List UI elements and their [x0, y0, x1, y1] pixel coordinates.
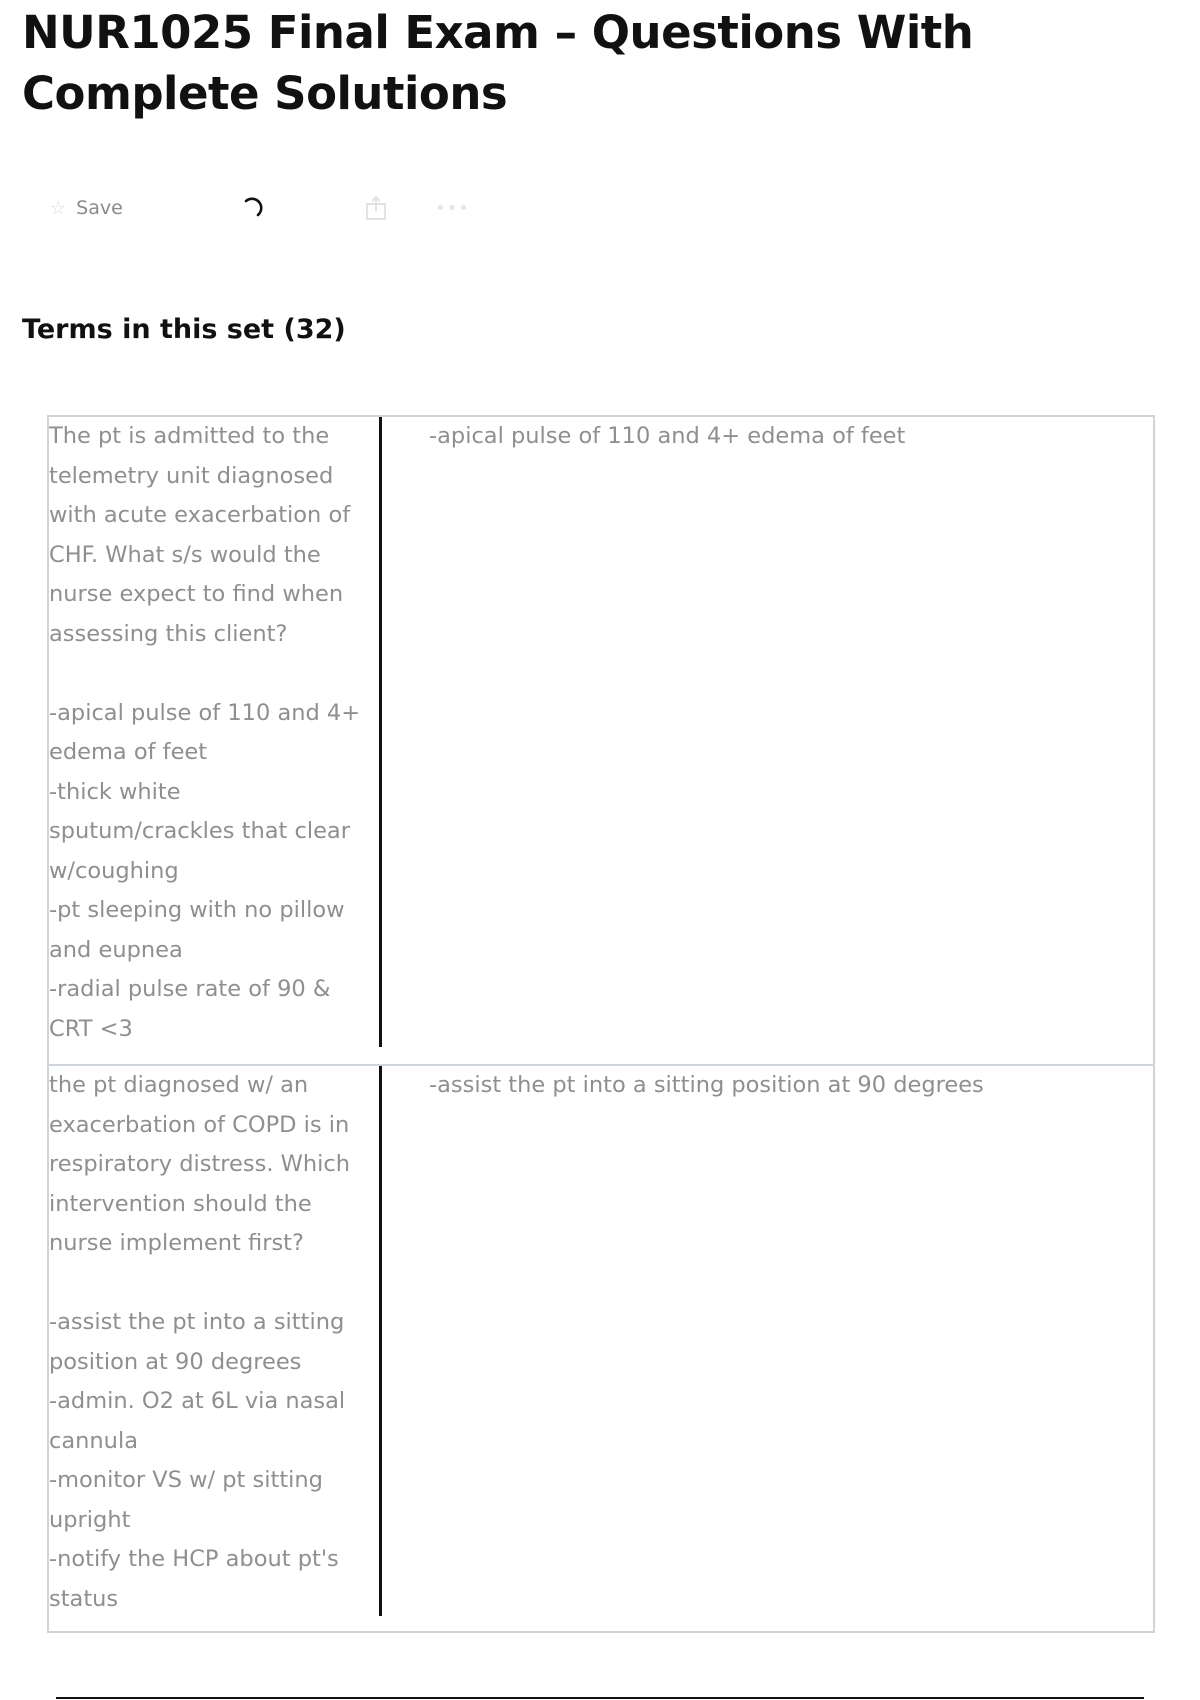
more-icon: ••• — [435, 197, 470, 219]
term-row[interactable] — [47, 417, 1155, 1066]
column-divider — [379, 417, 382, 1047]
term-definition: -apical pulse of 110 and 4+ edema of feet — [429, 423, 906, 449]
star-icon: ☆ — [50, 197, 67, 219]
more-button[interactable] — [435, 188, 470, 228]
term-question: The pt is admitted to the telemetry unit diagnosed with acute exacerbation of CHF. What s/s would the nurse expect to find when assessing this client? -apical pulse of 110 and 4+ edema of feet -thick white sputum/crackles that clear w/coughing -pt sleeping with no pillow and eupnea -radial pulse rate of 90 & CRT <3 — [49, 423, 361, 1042]
term-question: the pt diagnosed w/ an exacerbation of COPD is in respiratory distress. Which intervention should the nurse implement first? -assist the pt into a sitting position at 90 degrees -admin. O2 at 6L via nasal cannula -monitor VS w/ pt sitting upright -notify the HCP about pt's status — [49, 1072, 351, 1612]
set-toolbar — [50, 188, 490, 228]
save-button-label: Save — [76, 197, 123, 219]
share-icon — [365, 195, 387, 221]
page-title: NUR1025 Final Exam – Questions With Complete Solutions — [22, 6, 974, 120]
terms-heading: Terms in this set (32) — [22, 314, 346, 345]
term-definition: -assist the pt into a sitting position at 90 degrees — [429, 1072, 984, 1098]
share-button[interactable] — [365, 188, 387, 228]
spinner-icon — [242, 188, 266, 228]
term-row[interactable] — [47, 1066, 1155, 1633]
terms-table — [47, 415, 1155, 1633]
footer-divider — [56, 1697, 1144, 1699]
column-divider — [379, 1066, 382, 1616]
save-button[interactable] — [50, 188, 123, 228]
